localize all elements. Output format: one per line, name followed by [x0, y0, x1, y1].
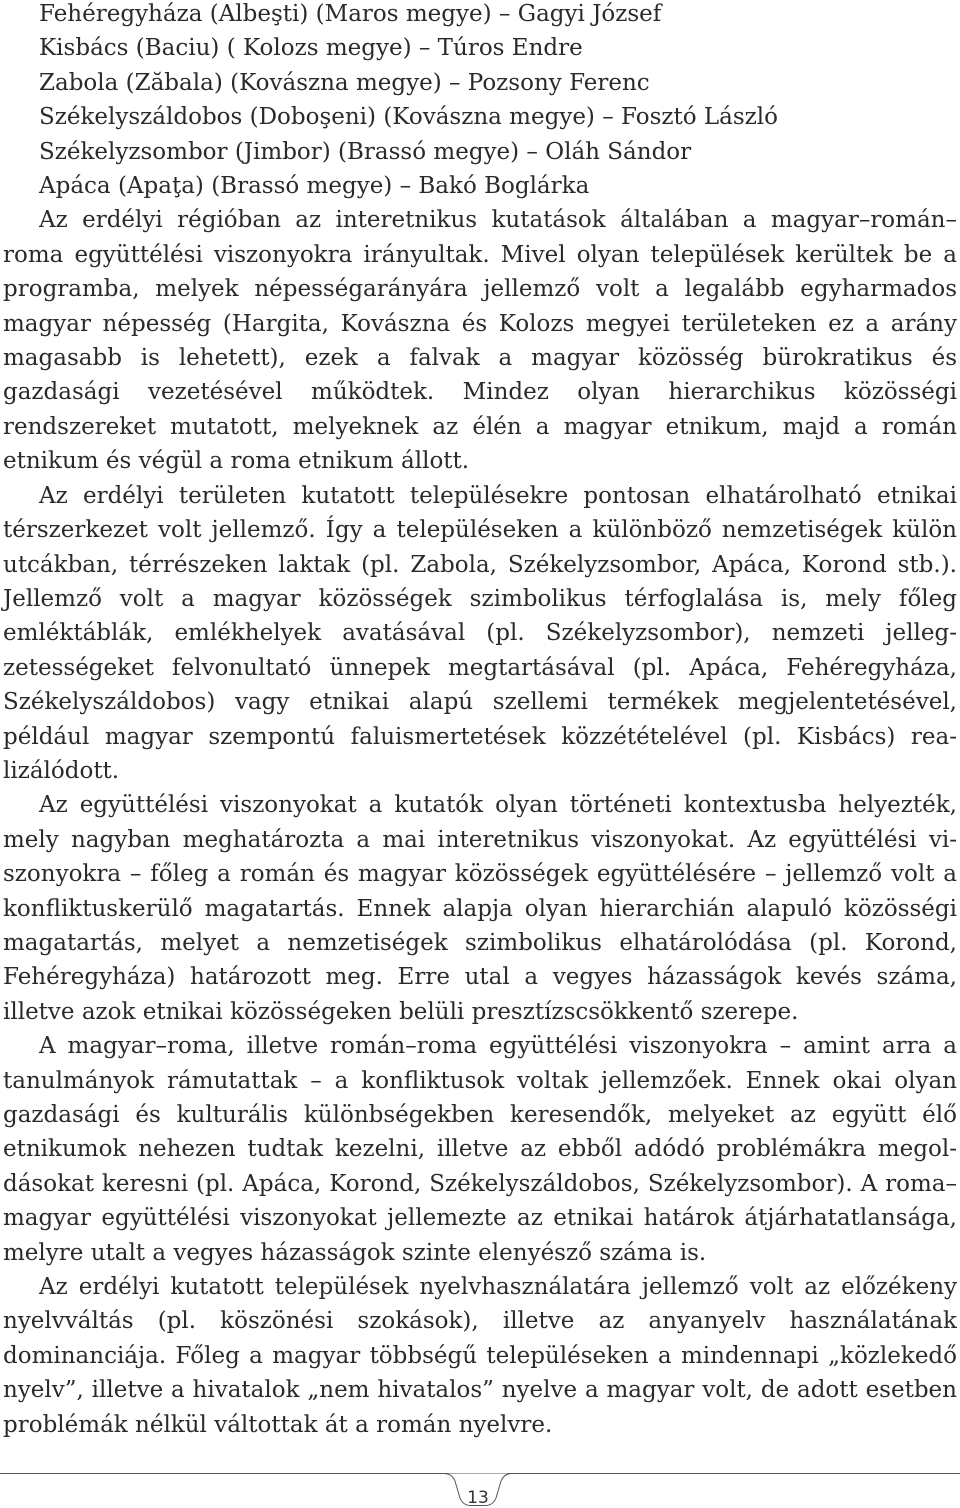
body-paragraph: A magyar–roma, illetve román–roma együttélési viszonyokra – amint arra a tanulmányok rámutattak – a konfliktusok voltak jellemzőek. Ennek okai olyan gazdasági és kulturális különbségekben keresendők, melyeket az együtt élő etnikumok nehezen tudtak kezelni, illetve az ebből adódó problémákra megoldásokat keresni (pl. Apáca, Korond, Székelyszáldobos, Székelyzsombor). A roma–magyar együttélési viszonyokat jellemezte az etnikai határok átjárhatatlansága, melyre utalt a vegyes házasságok szinte elenyésző száma is. [3, 1033, 957, 1266]
body-paragraph: Az erdélyi területen kutatott településekre pontosan elhatárolható etnikai térszerkezet volt jellemző. Így a településeken a különböző nemzetiségek külön utcákban, térrészeken laktak (pl. Zabola, Székelyzsombor, Apáca, Korond stb.). Jellemző volt a magyar közösségek szimbolikus térfoglalása is, mely főleg emléktáblák, emlékhelyek avatásával (pl. Székelyzsombor), nemzeti jellegzetességeket felvonultató ünnepek megtartásával (pl. Apáca, Fehéregyháza, Székelyszáldobos) vagy etnikai alapú szellemi termékek megjelentetésével, például magyar szempontú faluismertetések közzétételével (pl. Kisbács) realizálódott. [3, 482, 957, 784]
list-item: Apáca (Apaţa) (Brassó megye) – Bakó Boglárka [39, 173, 590, 200]
page-number-tab [433, 1473, 523, 1506]
body-paragraph: Az erdélyi kutatott települések nyelvhasználatára jellemző volt az előzékeny nyelvváltás (pl. köszönési szokások), illetve az anyanyelv használatának dominanciája. Főleg a magyar többségű településeken a mindennapi „közlekedő nyelv”, illetve a hivatalok „nem hivatalos” nyelve a magyar volt, de adott esetben problémák nélkül váltottak át a román nyelvre. [3, 1274, 957, 1438]
settlement-researcher-list [3, 0, 957, 203]
list-item: Székelyszáldobos (Doboşeni) (Kovászna megye) – Fosztó László [39, 104, 778, 131]
list-item: Zabola (Zăbala) (Kovászna megye) – Pozsony Ferenc [39, 69, 650, 96]
document-page [3, 0, 957, 1442]
list-item: Székelyzsombor (Jimbor) (Brassó megye) – Oláh Sándor [39, 138, 692, 165]
body-paragraph: Az együttélési viszonyokat a kutatók olyan történeti kontextusba helyezték, mely nagyban meghatározta a mai interetnikus viszonyokat. Az együttélési viszonyokra – főleg a román és magyar közösségek együttélésére – jellemző volt a konfliktuskerülő magatartás. Ennek alapja olyan hierarchián alapuló közösségi magatartás, melyet a nemzetiségek szimbolikus elhatárolódása (pl. Korond, Fehéregyháza) határozott meg. Erre utal a vegyes házasságok kevés száma, illetve azok etnikai közösségeken belüli presztízscsökkentő szerepe. [3, 792, 957, 1025]
page-number: 13 [467, 1488, 489, 1508]
list-item: Kisbács (Baciu) ( Kolozs megye) – Túros Endre [39, 35, 583, 62]
list-item: Fehéregyháza (Albeşti) (Maros megye) – Gagyi József [39, 1, 662, 27]
page-footer [0, 1462, 960, 1506]
body-paragraph: Az erdélyi régióban az interetnikus kutatások általában a magyar–román–roma együttélési viszonyokra irányultak. Mivel olyan települések kerültek be a programba, melyek népességarányára jellemző volt a legalább egyharmados magyar népesség (Hargita, Kovászna és Kolozs megyei területeken ez a arány magasabb is lehetett), ezek a falvak a magyar közösség bürokratikus és gazdasági vezetésével működtek. Mindez olyan hierarchikus közösségi rendszereket mutatott, melyeknek az élén a magyar etnikum, majd a román etnikum és végül a roma etnikum állott. [3, 207, 957, 475]
